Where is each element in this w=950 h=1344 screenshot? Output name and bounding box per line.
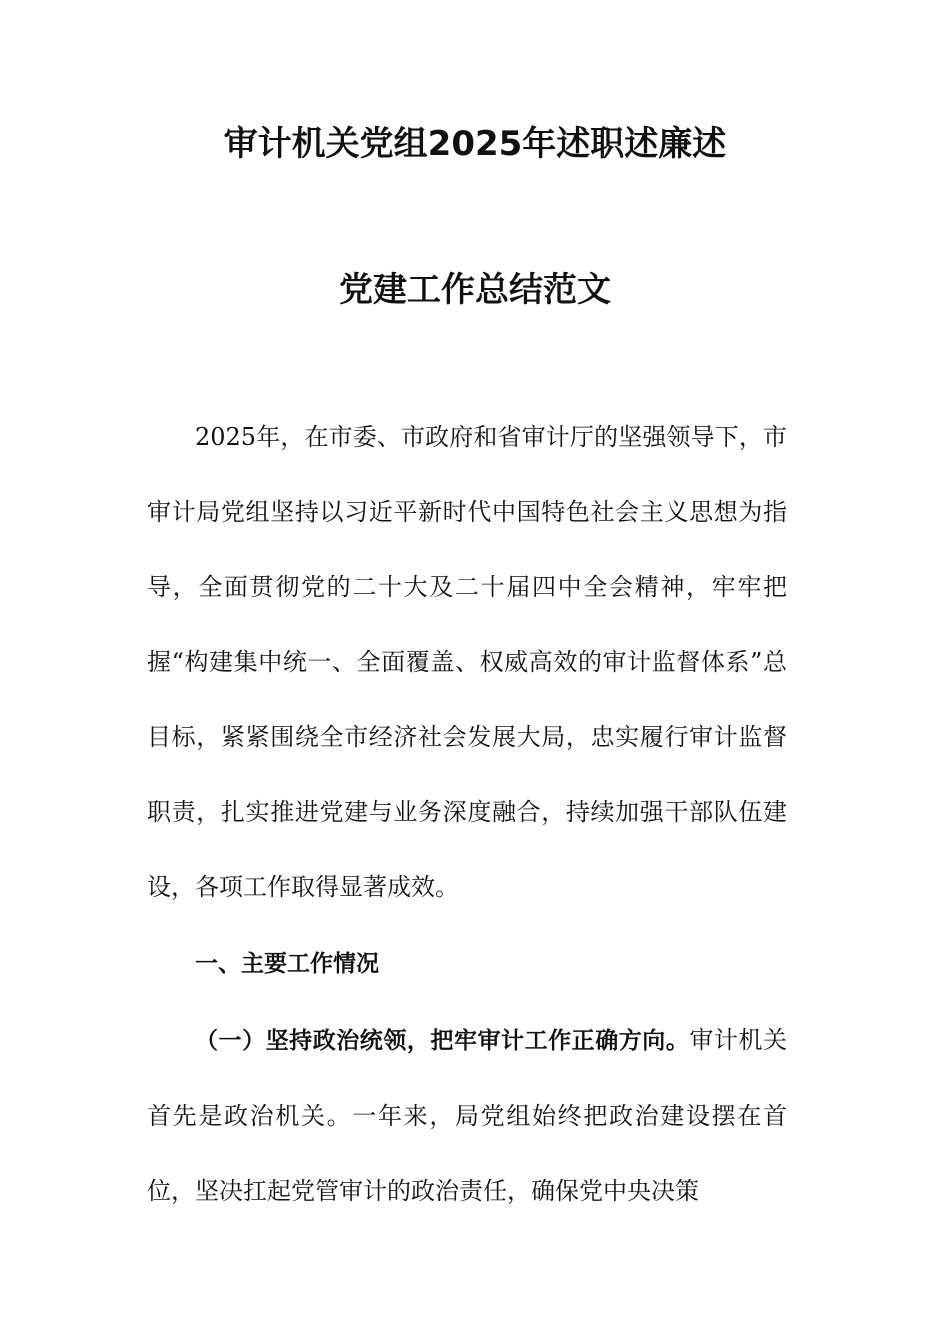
document-title-line-2: 党建工作总结范文 [339, 270, 611, 310]
section-heading: 一、主要工作情况 [195, 951, 379, 977]
subsection-lead: （一）坚持政治统领，把牢审计工作正确方向。 [195, 1028, 690, 1054]
document-title-line-1: 审计机关党组2025年述职述廉述 [223, 124, 727, 164]
subsection-paragraph [147, 1003, 787, 1229]
intro-paragraph: 2025年，在市委、市政府和省审计厅的坚强领导下，市审计局党组坚持以习近平新时代中国特色社会主义思想为指导，全面贯彻党的二十大及二十届四中全会精神，牢牢把握“构建集中统一、全面覆盖、权威高效的审计监督体系”总目标，紧紧围绕全市经济社会发展大局，忠实履行审计监督职责，扎实推进党建与业务深度融合，持续加强干部队伍建设，各项工作取得显著成效。 [147, 423, 787, 901]
subsection-body: 审计机关首先是政治机关。一年来，局党组始终把政治建设摆在首位，坚决扛起党管审计的政治责任，确保党中央决策 [147, 1026, 787, 1205]
